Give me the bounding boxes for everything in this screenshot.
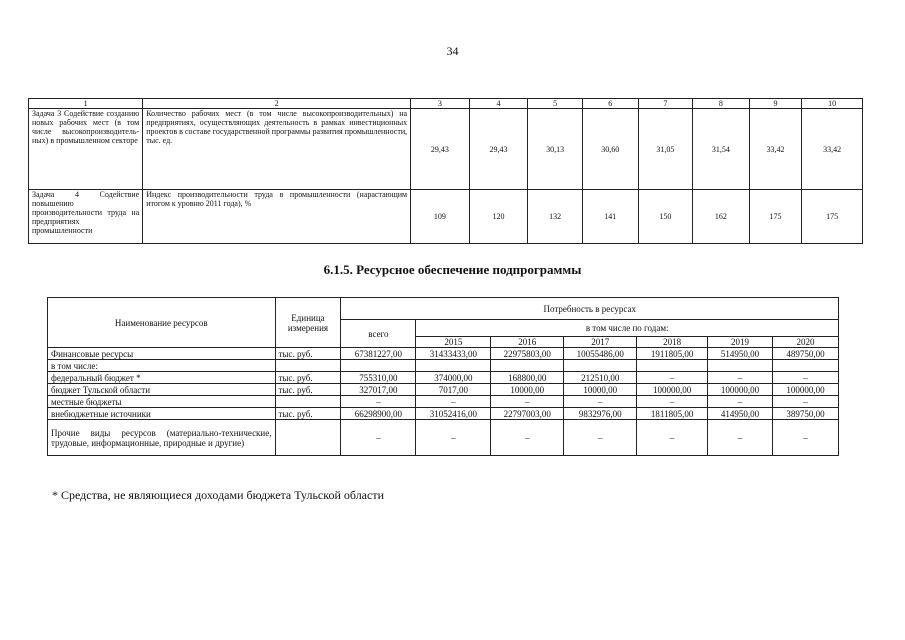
header-cell: 4	[469, 99, 528, 109]
value-cell: –	[341, 420, 416, 456]
value-cell: 7017,00	[416, 384, 491, 396]
table-row	[48, 396, 839, 408]
value-cell: 33,42	[802, 109, 863, 190]
page-number: 34	[446, 44, 459, 58]
value-cell	[637, 360, 708, 372]
col-need-header: Потребность в ресурсах	[341, 298, 839, 320]
value-cell	[416, 360, 491, 372]
value-cell: 22975803,00	[491, 348, 564, 360]
year-header: 2018	[637, 337, 708, 348]
indicator-cell: Индекс производительности труда в промышленности (нарастающим итогом к уровню 2011 года), %	[143, 190, 411, 244]
value-cell: –	[708, 372, 773, 384]
value-cell: 10000,00	[564, 384, 637, 396]
indicators-header-row	[29, 99, 863, 109]
value-cell: –	[564, 396, 637, 408]
header-cell: 8	[693, 99, 750, 109]
resource-unit	[275, 420, 341, 456]
value-cell	[708, 360, 773, 372]
col-by-years-header: в том числе по годам:	[416, 320, 839, 337]
table-row	[29, 190, 863, 244]
value-cell: –	[773, 396, 839, 408]
value-cell: –	[637, 372, 708, 384]
task-cell: Задача 4 Содействие повышению производительности труда на предприятиях промышленности	[29, 190, 143, 244]
value-cell: 30,60	[582, 109, 638, 190]
value-cell	[491, 360, 564, 372]
section-title: 6.1.5. Ресурсное обеспечение подпрограммы	[323, 262, 582, 277]
year-header: 2017	[564, 337, 637, 348]
value-cell: –	[491, 396, 564, 408]
value-cell: 150	[638, 190, 693, 244]
table-row	[48, 420, 839, 456]
value-cell: 168800,00	[491, 372, 564, 384]
value-cell: 29,43	[469, 109, 528, 190]
resource-unit	[275, 396, 341, 408]
footnote: * Средства, не являющиеся доходами бюджета Тульской области	[52, 488, 385, 502]
value-cell: 212510,00	[564, 372, 637, 384]
value-cell: 10055486,00	[564, 348, 637, 360]
resource-name: бюджет Тульской области	[48, 384, 276, 396]
resource-name: местные бюджеты	[48, 396, 276, 408]
value-cell	[773, 360, 839, 372]
header-cell: 10	[802, 99, 863, 109]
col-unit-header: Единица измерения	[275, 298, 341, 348]
resource-name: Финансовые ресурсы	[48, 348, 276, 360]
header-cell: 2	[143, 99, 411, 109]
year-header: 2016	[491, 337, 564, 348]
value-cell: 489750,00	[773, 348, 839, 360]
resource-unit: тыс. руб.	[275, 384, 341, 396]
value-cell: –	[708, 420, 773, 456]
value-cell: –	[416, 396, 491, 408]
table-row	[48, 372, 839, 384]
resource-name: в том числе:	[48, 360, 276, 372]
header-cell: 3	[411, 99, 470, 109]
resources-table	[47, 297, 839, 456]
value-cell: –	[773, 372, 839, 384]
value-cell: 132	[528, 190, 583, 244]
resource-name: Прочие виды ресурсов (материально-технические, трудовые, информационные, природные и другие)	[48, 420, 276, 456]
header-cell: 7	[638, 99, 693, 109]
value-cell: 389750,00	[773, 408, 839, 420]
value-cell: 31,54	[693, 109, 750, 190]
col-total-header: всего	[341, 320, 416, 348]
value-cell: 66298900,00	[341, 408, 416, 420]
year-header: 2019	[708, 337, 773, 348]
indicators-table	[28, 98, 863, 244]
header-cell: 1	[29, 99, 143, 109]
value-cell: 755310,00	[341, 372, 416, 384]
table-row	[48, 348, 839, 360]
year-header: 2020	[773, 337, 839, 348]
value-cell: 22797003,00	[491, 408, 564, 420]
table-row	[48, 360, 839, 372]
resources-header-row	[48, 298, 839, 320]
resource-unit	[275, 360, 341, 372]
value-cell	[341, 360, 416, 372]
value-cell: 31433433,00	[416, 348, 491, 360]
resource-name: федеральный бюджет *	[48, 372, 276, 384]
value-cell: 33,42	[749, 109, 802, 190]
table-row	[29, 109, 863, 190]
value-cell: 109	[411, 190, 470, 244]
header-cell: 9	[749, 99, 802, 109]
value-cell: 175	[749, 190, 802, 244]
value-cell: 30,13	[528, 109, 583, 190]
value-cell: 374000,00	[416, 372, 491, 384]
value-cell: 514950,00	[708, 348, 773, 360]
value-cell	[564, 360, 637, 372]
value-cell: –	[416, 420, 491, 456]
value-cell: 100000,00	[708, 384, 773, 396]
table-row	[48, 408, 839, 420]
indicator-cell: Количество рабочих мест (в том числе высокопроизводительных) на предприятиях, осуществляющих деятельность в рамках инвестиционных проектов в составе государственной программы развития промышленности, тыс. ед.	[143, 109, 411, 190]
value-cell: 1811805,00	[637, 408, 708, 420]
value-cell: 9832976,00	[564, 408, 637, 420]
header-cell: 6	[582, 99, 638, 109]
table-row	[48, 384, 839, 396]
value-cell: 10000,00	[491, 384, 564, 396]
resource-name: внебюджетные источники	[48, 408, 276, 420]
header-cell: 5	[528, 99, 583, 109]
value-cell: –	[491, 420, 564, 456]
year-header: 2015	[416, 337, 491, 348]
value-cell: 414950,00	[708, 408, 773, 420]
value-cell: 29,43	[411, 109, 470, 190]
value-cell: –	[564, 420, 637, 456]
task-cell: Задача 3 Содействие созданию новых рабочих мест (в том числе высокопроизводитель-ных) в промышленном секторе	[29, 109, 143, 190]
value-cell: 1911805,00	[637, 348, 708, 360]
value-cell: 120	[469, 190, 528, 244]
resource-unit: тыс. руб.	[275, 408, 341, 420]
value-cell: 67381227,00	[341, 348, 416, 360]
value-cell: 141	[582, 190, 638, 244]
col-name-header: Наименование ресурсов	[48, 298, 276, 348]
value-cell: –	[341, 396, 416, 408]
value-cell: 162	[693, 190, 750, 244]
value-cell: 31,05	[638, 109, 693, 190]
resource-unit: тыс. руб.	[275, 372, 341, 384]
value-cell: 100000,00	[773, 384, 839, 396]
resource-unit: тыс. руб.	[275, 348, 341, 360]
value-cell: –	[773, 420, 839, 456]
value-cell: 31052416,00	[416, 408, 491, 420]
value-cell: –	[637, 420, 708, 456]
value-cell: 100000,00	[637, 384, 708, 396]
value-cell: 175	[802, 190, 863, 244]
value-cell: –	[637, 396, 708, 408]
value-cell: –	[708, 396, 773, 408]
value-cell: 327017,00	[341, 384, 416, 396]
